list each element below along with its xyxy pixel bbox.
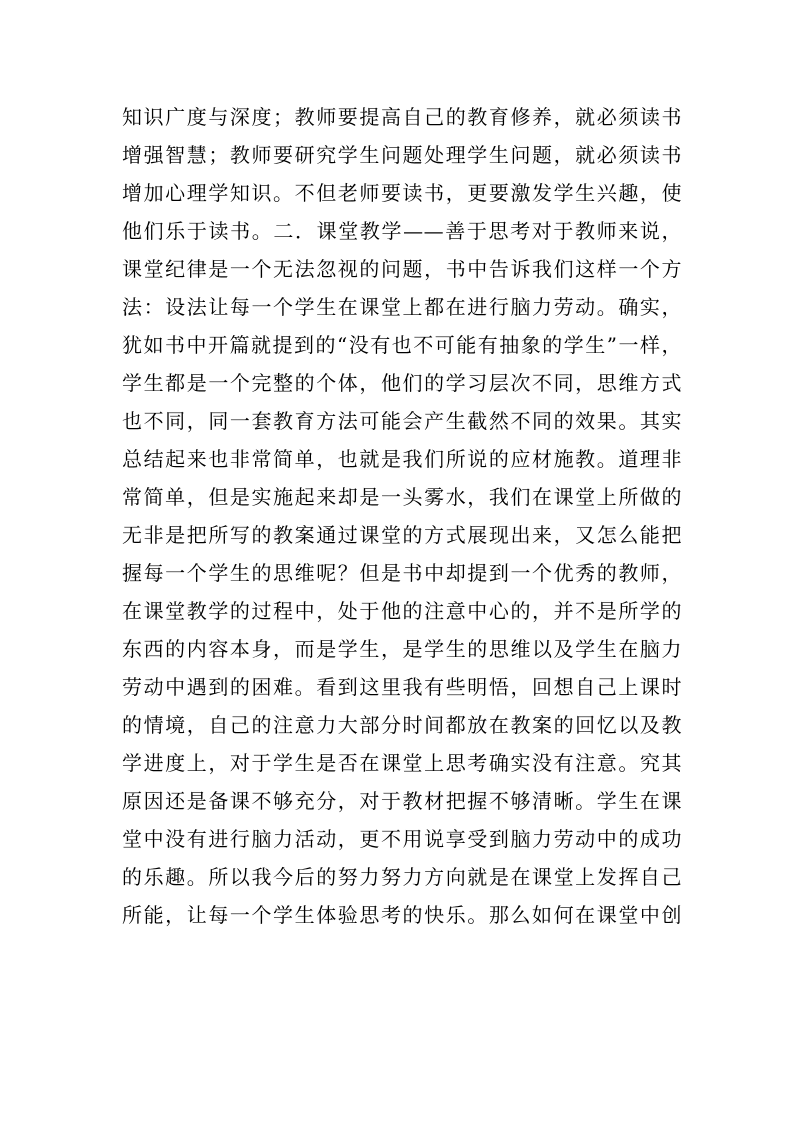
text-line: 原因还是备课不够充分，对于教材把握不够清晰。学生在课: [122, 789, 682, 813]
text-line: 他们乐于读书。二．课堂教学——善于思考对于教师来说，: [122, 219, 682, 243]
text-line: 增加心理学知识。不但老师要读书，更要激发学生兴趣，使: [122, 181, 682, 205]
text-line: 的情境，自己的注意力大部分时间都放在教案的回忆以及教: [122, 713, 682, 737]
text-line: 常简单，但是实施起来却是一头雾水，我们在课堂上所做的: [122, 485, 682, 509]
text-line: 总结起来也非常简单，也就是我们所说的应材施教。道理非: [122, 447, 682, 471]
text-line: 增强智慧；教师要研究学生问题处理学生问题，就必须读书: [122, 143, 682, 167]
text-line: 劳动中遇到的困难。看到这里我有些明悟，回想自己上课时: [122, 675, 682, 699]
text-line: 握每一个学生的思维呢？但是书中却提到一个优秀的教师，: [122, 561, 682, 585]
text-line: 学进度上，对于学生是否在课堂上思考确实没有注意。究其: [122, 751, 682, 775]
text-line: 堂中没有进行脑力活动，更不用说享受到脑力劳动中的成功: [122, 827, 682, 851]
text-line: 课堂纪律是一个无法忽视的问题，书中告诉我们这样一个方: [122, 257, 682, 281]
text-line: 也不同，同一套教育方法可能会产生截然不同的效果。其实: [122, 409, 682, 433]
text-line: 知识广度与深度；教师要提高自己的教育修养，就必须读书: [122, 105, 682, 129]
text-line: 犹如书中开篇就提到的“没有也不可能有抽象的学生”一样，: [122, 333, 682, 357]
text-line: 法：设法让每一个学生在课堂上都在进行脑力劳动。确实，: [122, 295, 682, 319]
text-line: 的乐趣。所以我今后的努力努力方向就是在课堂上发挥自己: [122, 865, 682, 889]
text-line: 所能，让每一个学生体验思考的快乐。那么如何在课堂中创: [122, 903, 682, 927]
body-text: [122, 98, 682, 934]
text-line: 无非是把所写的教案通过课堂的方式展现出来，又怎么能把: [122, 523, 682, 547]
text-line: 东西的内容本身，而是学生，是学生的思维以及学生在脑力: [122, 637, 682, 661]
text-line: 在课堂教学的过程中，处于他的注意中心的，并不是所学的: [122, 599, 682, 623]
text-line: 学生都是一个完整的个体，他们的学习层次不同，思维方式: [122, 371, 682, 395]
